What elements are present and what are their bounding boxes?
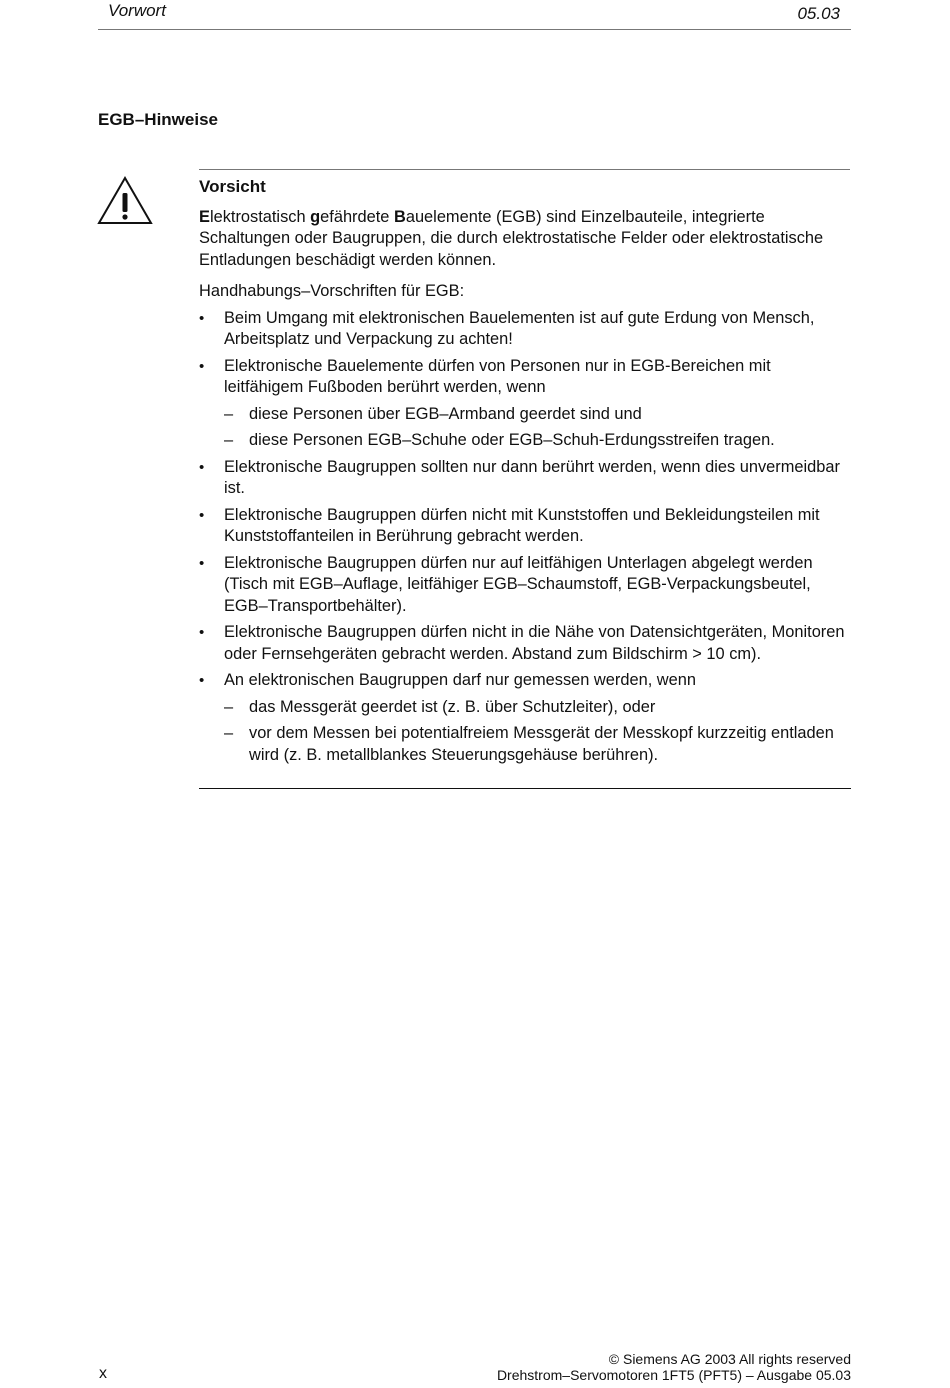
caution-box	[199, 176, 851, 771]
dash-marker: –	[224, 724, 234, 742]
intro-part-3: auelemente (EGB) sind Einzelbauteile, integrierte Schaltungen oder Baugruppen, die durch elektrostatische Felder oder elektrostatische Entladungen beschädigt werden können.	[199, 207, 824, 269]
dash-marker: –	[224, 431, 234, 449]
rule-text: Elektronische Baugruppen sollten nur dann berührt werden, wenn dies unvermeidbar ist.	[224, 457, 840, 497]
intro-part-1: lektrostatisch	[209, 207, 311, 226]
rule-subitem-text: diese Personen über EGB–Armband geerdet sind und	[249, 404, 642, 423]
rule-item	[199, 457, 851, 500]
handling-heading: Handhabungs–Vorschriften für EGB:	[199, 282, 465, 300]
caution-intro	[199, 207, 851, 272]
rule-item	[199, 356, 851, 452]
rule-item	[199, 505, 851, 548]
rule-item	[199, 553, 851, 618]
dash-marker: –	[224, 404, 234, 423]
intro-initial-b: B	[393, 207, 406, 226]
rules-list	[199, 308, 851, 767]
rule-text: An elektronischen Baugruppen darf nur gemessen werden, wenn	[224, 671, 696, 689]
rule-text: Elektronische Baugruppen dürfen nur auf leitfähigen Unterlagen abgelegt werden (Tisch mit EGB–Auflage, leitfähiger EGB–Schaumstoff, EGB-Verpackungsbeutel, EGB–Transportbehälter).	[224, 553, 813, 615]
footer-doc-title: Drehstrom–Servomotoren 1FT5 (PFT5) – Ausgabe 05.03	[496, 1367, 851, 1383]
rule-text: Elektronische Baugruppen dürfen nicht mit Kunststoffen und Bekleidungsteilen mit Kunststoffanteilen in Berührung gebracht werden.	[224, 505, 820, 545]
header-rule	[98, 29, 851, 30]
caution-bottom-rule	[199, 788, 851, 789]
rule-subitem-text: vor dem Messen bei potentialfreiem Messgerät der Messkopf kurzzeitig entladen wird (z. B. metallblankes Steuerungsgehäuse berühren).	[249, 724, 834, 764]
rule-subitem	[224, 697, 851, 719]
rule-subitem-text: diese Personen EGB–Schuhe oder EGB–Schuh-Erdungsstreifen tragen.	[249, 431, 775, 449]
rule-sublist	[224, 697, 851, 767]
rule-subitem-text: das Messgerät geerdet ist (z. B. über Schutzleiter), oder	[249, 697, 656, 716]
rule-sublist	[224, 404, 851, 452]
rule-subitem	[224, 404, 851, 426]
warning-triangle-icon	[97, 176, 153, 226]
footer-copyright: © Siemens AG 2003 All rights reserved	[608, 1351, 851, 1367]
page-number: x	[99, 1365, 107, 1382]
rule-subitem	[224, 430, 851, 452]
caution-heading: Vorsicht	[199, 177, 266, 196]
rule-subitem	[224, 723, 851, 766]
header-section-label: Vorwort	[108, 1, 166, 20]
caution-top-rule	[199, 169, 850, 170]
rule-text: Beim Umgang mit elektronischen Bauelementen ist auf gute Erdung von Mensch, Arbeitsplatz und Verpackung zu achten!	[224, 308, 815, 348]
dash-marker: –	[224, 697, 234, 716]
header-edition: 05.03	[797, 4, 840, 23]
intro-part-2: efährdete	[320, 207, 394, 226]
rule-item	[199, 670, 851, 766]
rule-item	[199, 622, 851, 665]
intro-initial-e: E	[199, 207, 210, 226]
rule-item	[199, 308, 851, 351]
section-title: EGB–Hinweise	[98, 110, 218, 129]
rule-text: Elektronische Baugruppen dürfen nicht in die Nähe von Datensichtgeräten, Monitoren oder Fernsehgeräten gebracht werden. Abstand zum Bildschirm > 10 cm).	[224, 623, 845, 663]
rule-text: Elektronische Bauelemente dürfen von Personen nur in EGB-Bereichen mit leitfähigem Fußboden berührt werden, wenn	[224, 356, 771, 396]
intro-initial-g: g	[310, 207, 321, 226]
